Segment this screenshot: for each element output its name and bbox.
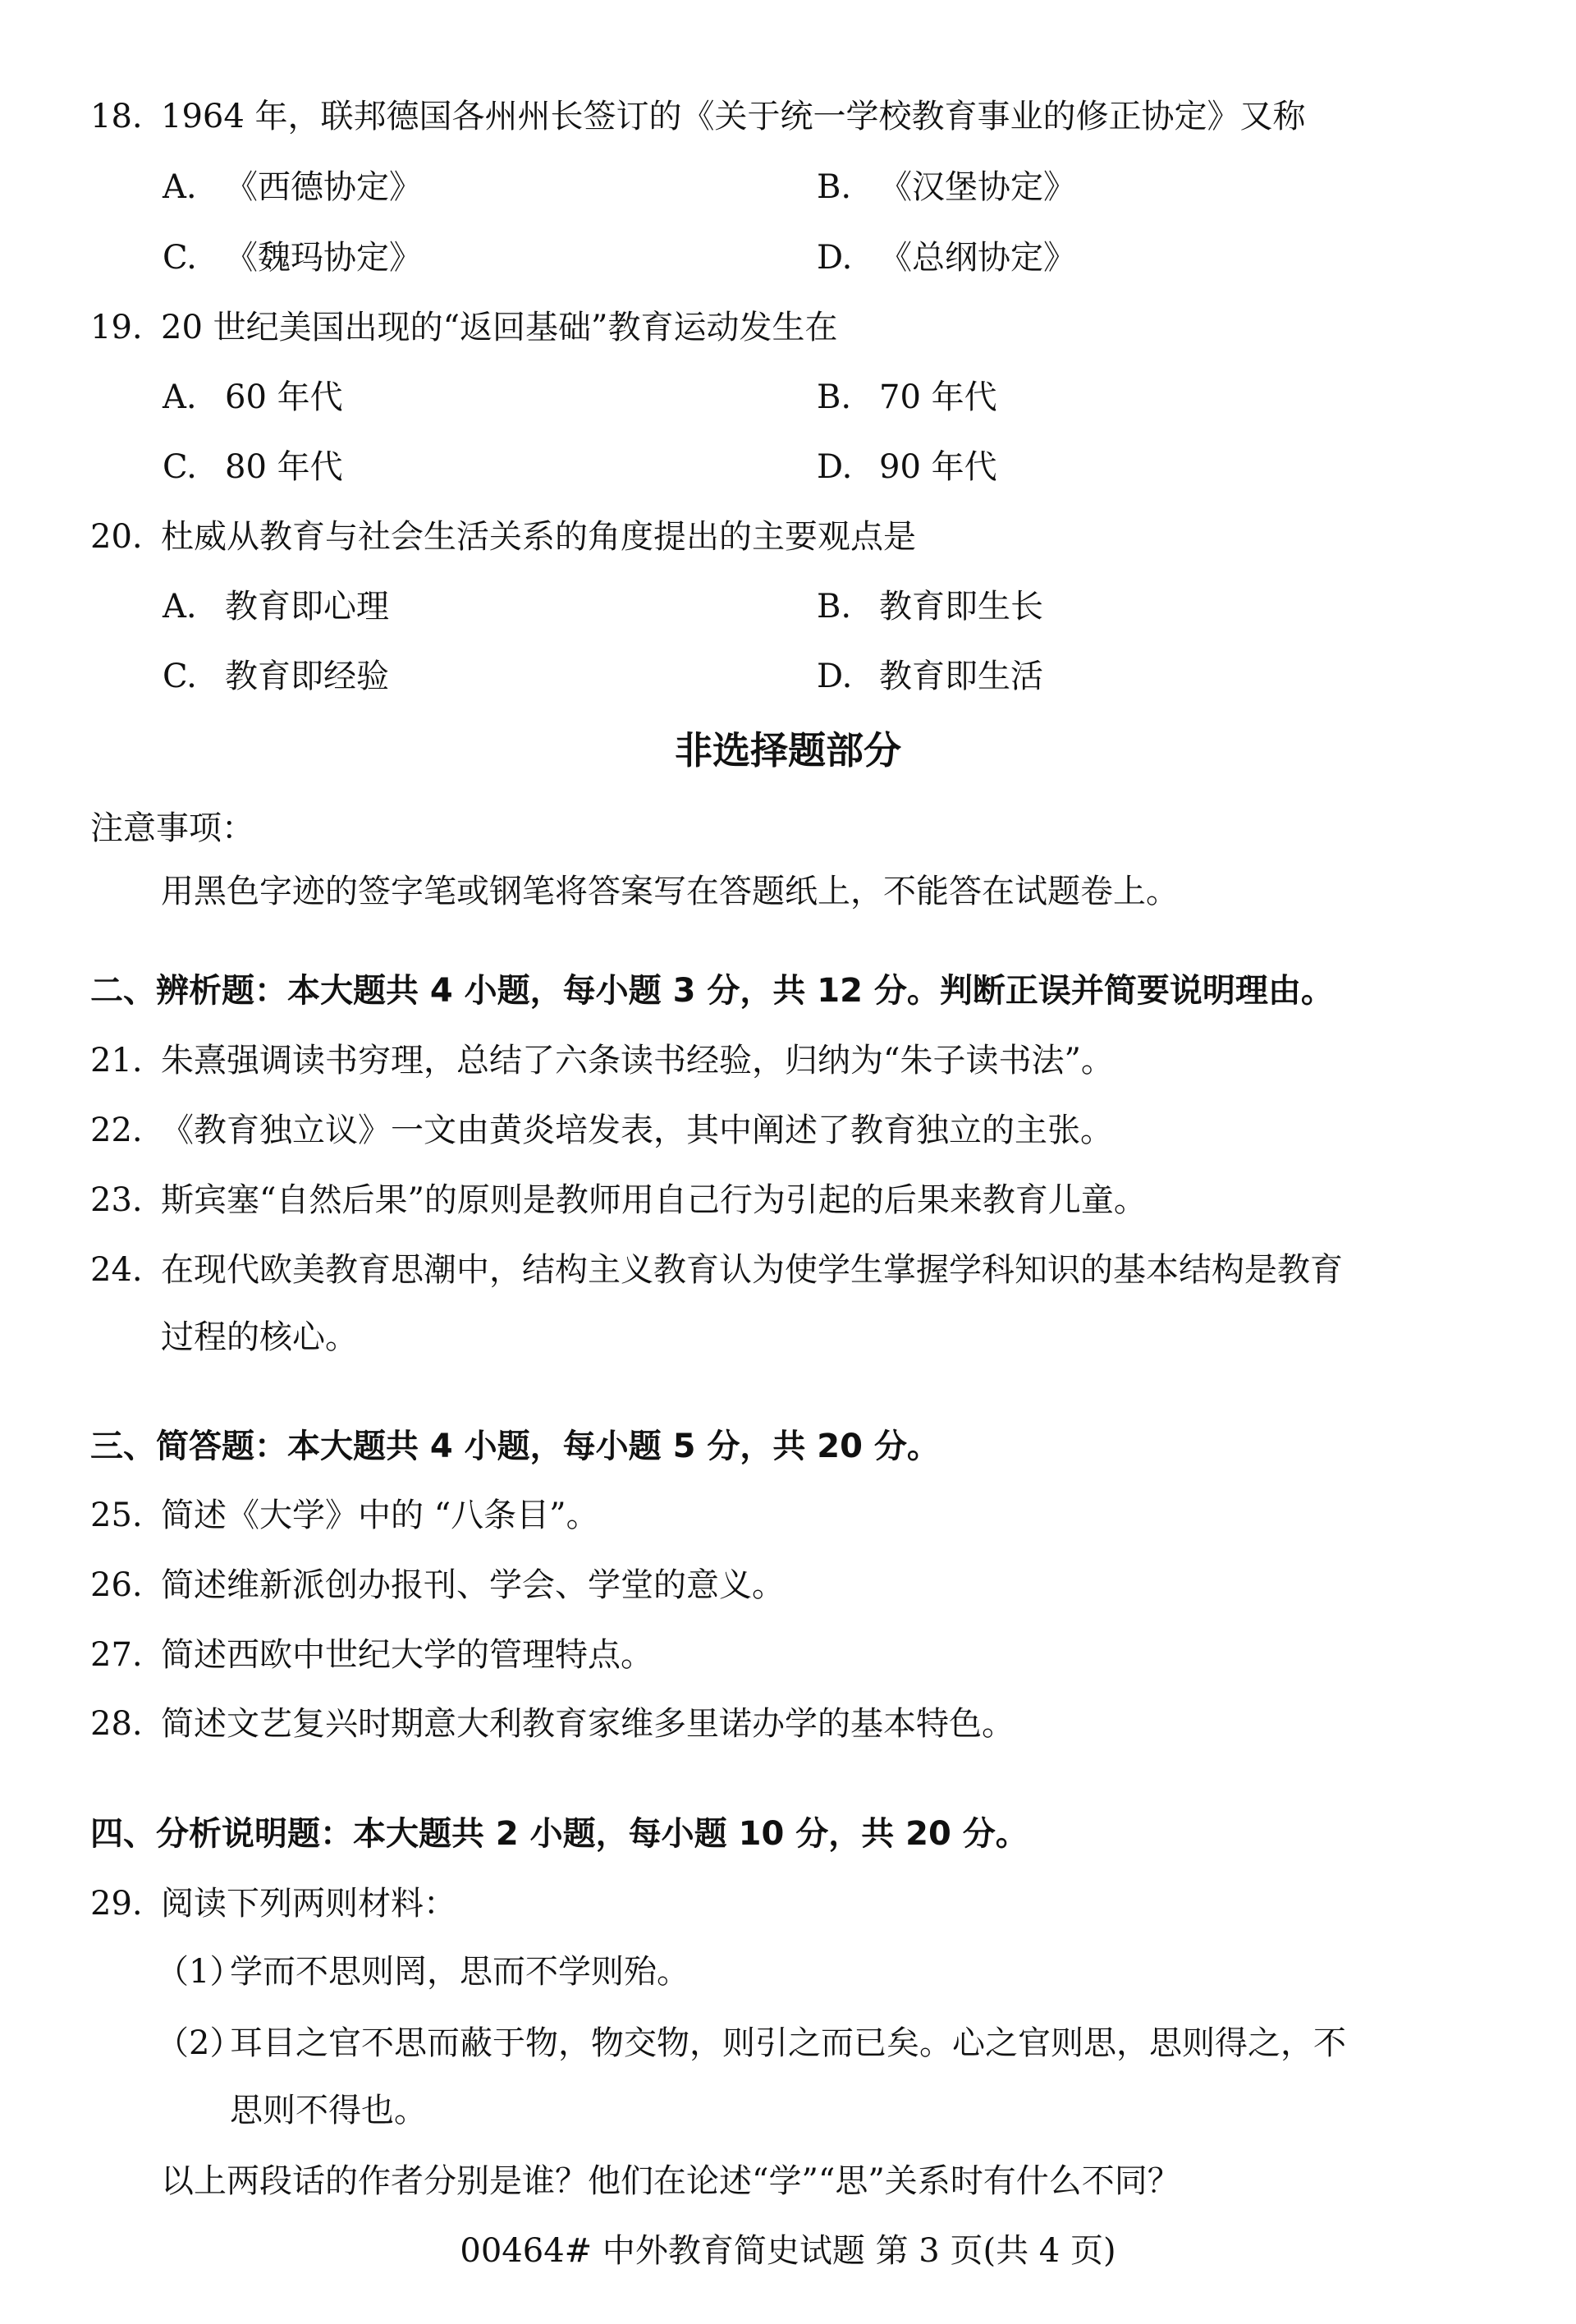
page-footer: 00464# 中外教育简史试题 第 3 页(共 4 页): [460, 2232, 1116, 2270]
option-19-d: D. 90 年代: [817, 448, 997, 486]
option-20-a: A. 教育即心理: [163, 588, 389, 626]
question-28: 28. 简述文艺复兴时期意大利教育家维多里诺办学的基本特色。: [90, 1705, 1015, 1743]
question-24-continuation: 过程的核心。: [161, 1318, 358, 1356]
section-3-heading: 三、简答题：本大题共 4 小题，每小题 5 分，共 20 分。: [90, 1428, 940, 1465]
option-20-b: B. 教育即生长: [817, 588, 1043, 626]
option-19-a: A. 60 年代: [163, 378, 343, 416]
section-2-heading: 二、辨析题：本大题共 4 小题，每小题 3 分，共 12 分。判断正误并简要说明理由。: [90, 972, 1334, 1010]
question-number: 20.: [90, 518, 143, 556]
question-27: 27. 简述西欧中世纪大学的管理特点。: [90, 1636, 653, 1674]
question-21: 21. 朱熹强调读书穷理，总结了六条读书经验，归纳为“朱子读书法”。: [90, 1042, 1114, 1079]
question-29-prompt: 以上两段话的作者分别是谁？他们在论述“学”“思”关系时有什么不同？: [161, 2162, 1180, 2200]
question-18: [90, 97, 1306, 136]
question-text: 1964 年，联邦德国各州州长签订的《关于统一学校教育事业的修正协定》又称: [161, 98, 1306, 135]
material-2: （2）耳目之官不思而蔽于物，物交物，则引之而已矣。心之官则思，思则得之，不: [156, 2024, 1346, 2062]
question-20: [90, 517, 916, 557]
question-text: 20 世纪美国出现的“返回基础”教育运动发生在: [161, 309, 838, 346]
option-18-a: A. 《西德协定》: [163, 168, 422, 206]
option-20-c: C. 教育即经验: [163, 658, 389, 695]
question-23: 23. 斯宾塞“自然后果”的原则是教师用自己行为引起的后果来教育儿童。: [90, 1181, 1147, 1219]
question-text: 杜威从教育与社会生活关系的角度提出的主要观点是: [161, 518, 916, 556]
question-24: 24. 在现代欧美教育思潮中，结构主义教育认为使学生掌握学科知识的基本结构是教育: [90, 1251, 1343, 1289]
part-title: 非选择题部分: [675, 728, 901, 772]
notice-body: 用黑色字迹的签字笔或钢笔将答案写在答题纸上，不能答在试题卷上。: [161, 873, 1179, 910]
notice-title: 注意事项：: [90, 809, 254, 847]
option-19-b: B. 70 年代: [817, 378, 997, 416]
option-18-c: C. 《魏玛协定》: [163, 239, 422, 277]
option-18-b: B. 《汉堡协定》: [817, 168, 1076, 206]
question-22: 22. 《教育独立议》一文由黄炎培发表，其中阐述了教育独立的主张。: [90, 1112, 1113, 1149]
question-number: 19.: [90, 309, 143, 346]
question-29: 29. 阅读下列两则材料：: [90, 1885, 456, 1923]
section-4-heading: 四、分析说明题：本大题共 2 小题，每小题 10 分，共 20 分。: [90, 1815, 1029, 1853]
option-18-d: D. 《总纲协定》: [817, 239, 1076, 277]
question-25: 25. 简述《大学》中的 “八条目”。: [90, 1497, 599, 1534]
question-number: 18.: [90, 98, 143, 135]
option-20-d: D. 教育即生活: [817, 658, 1043, 695]
option-19-c: C. 80 年代: [163, 448, 343, 486]
question-19: [90, 308, 838, 347]
material-1: （1）学而不思则罔，思而不学则殆。: [156, 1953, 690, 1991]
question-26: 26. 简述维新派创办报刊、学会、学堂的意义。: [90, 1566, 785, 1604]
material-2-continuation: 思则不得也。: [230, 2092, 427, 2129]
